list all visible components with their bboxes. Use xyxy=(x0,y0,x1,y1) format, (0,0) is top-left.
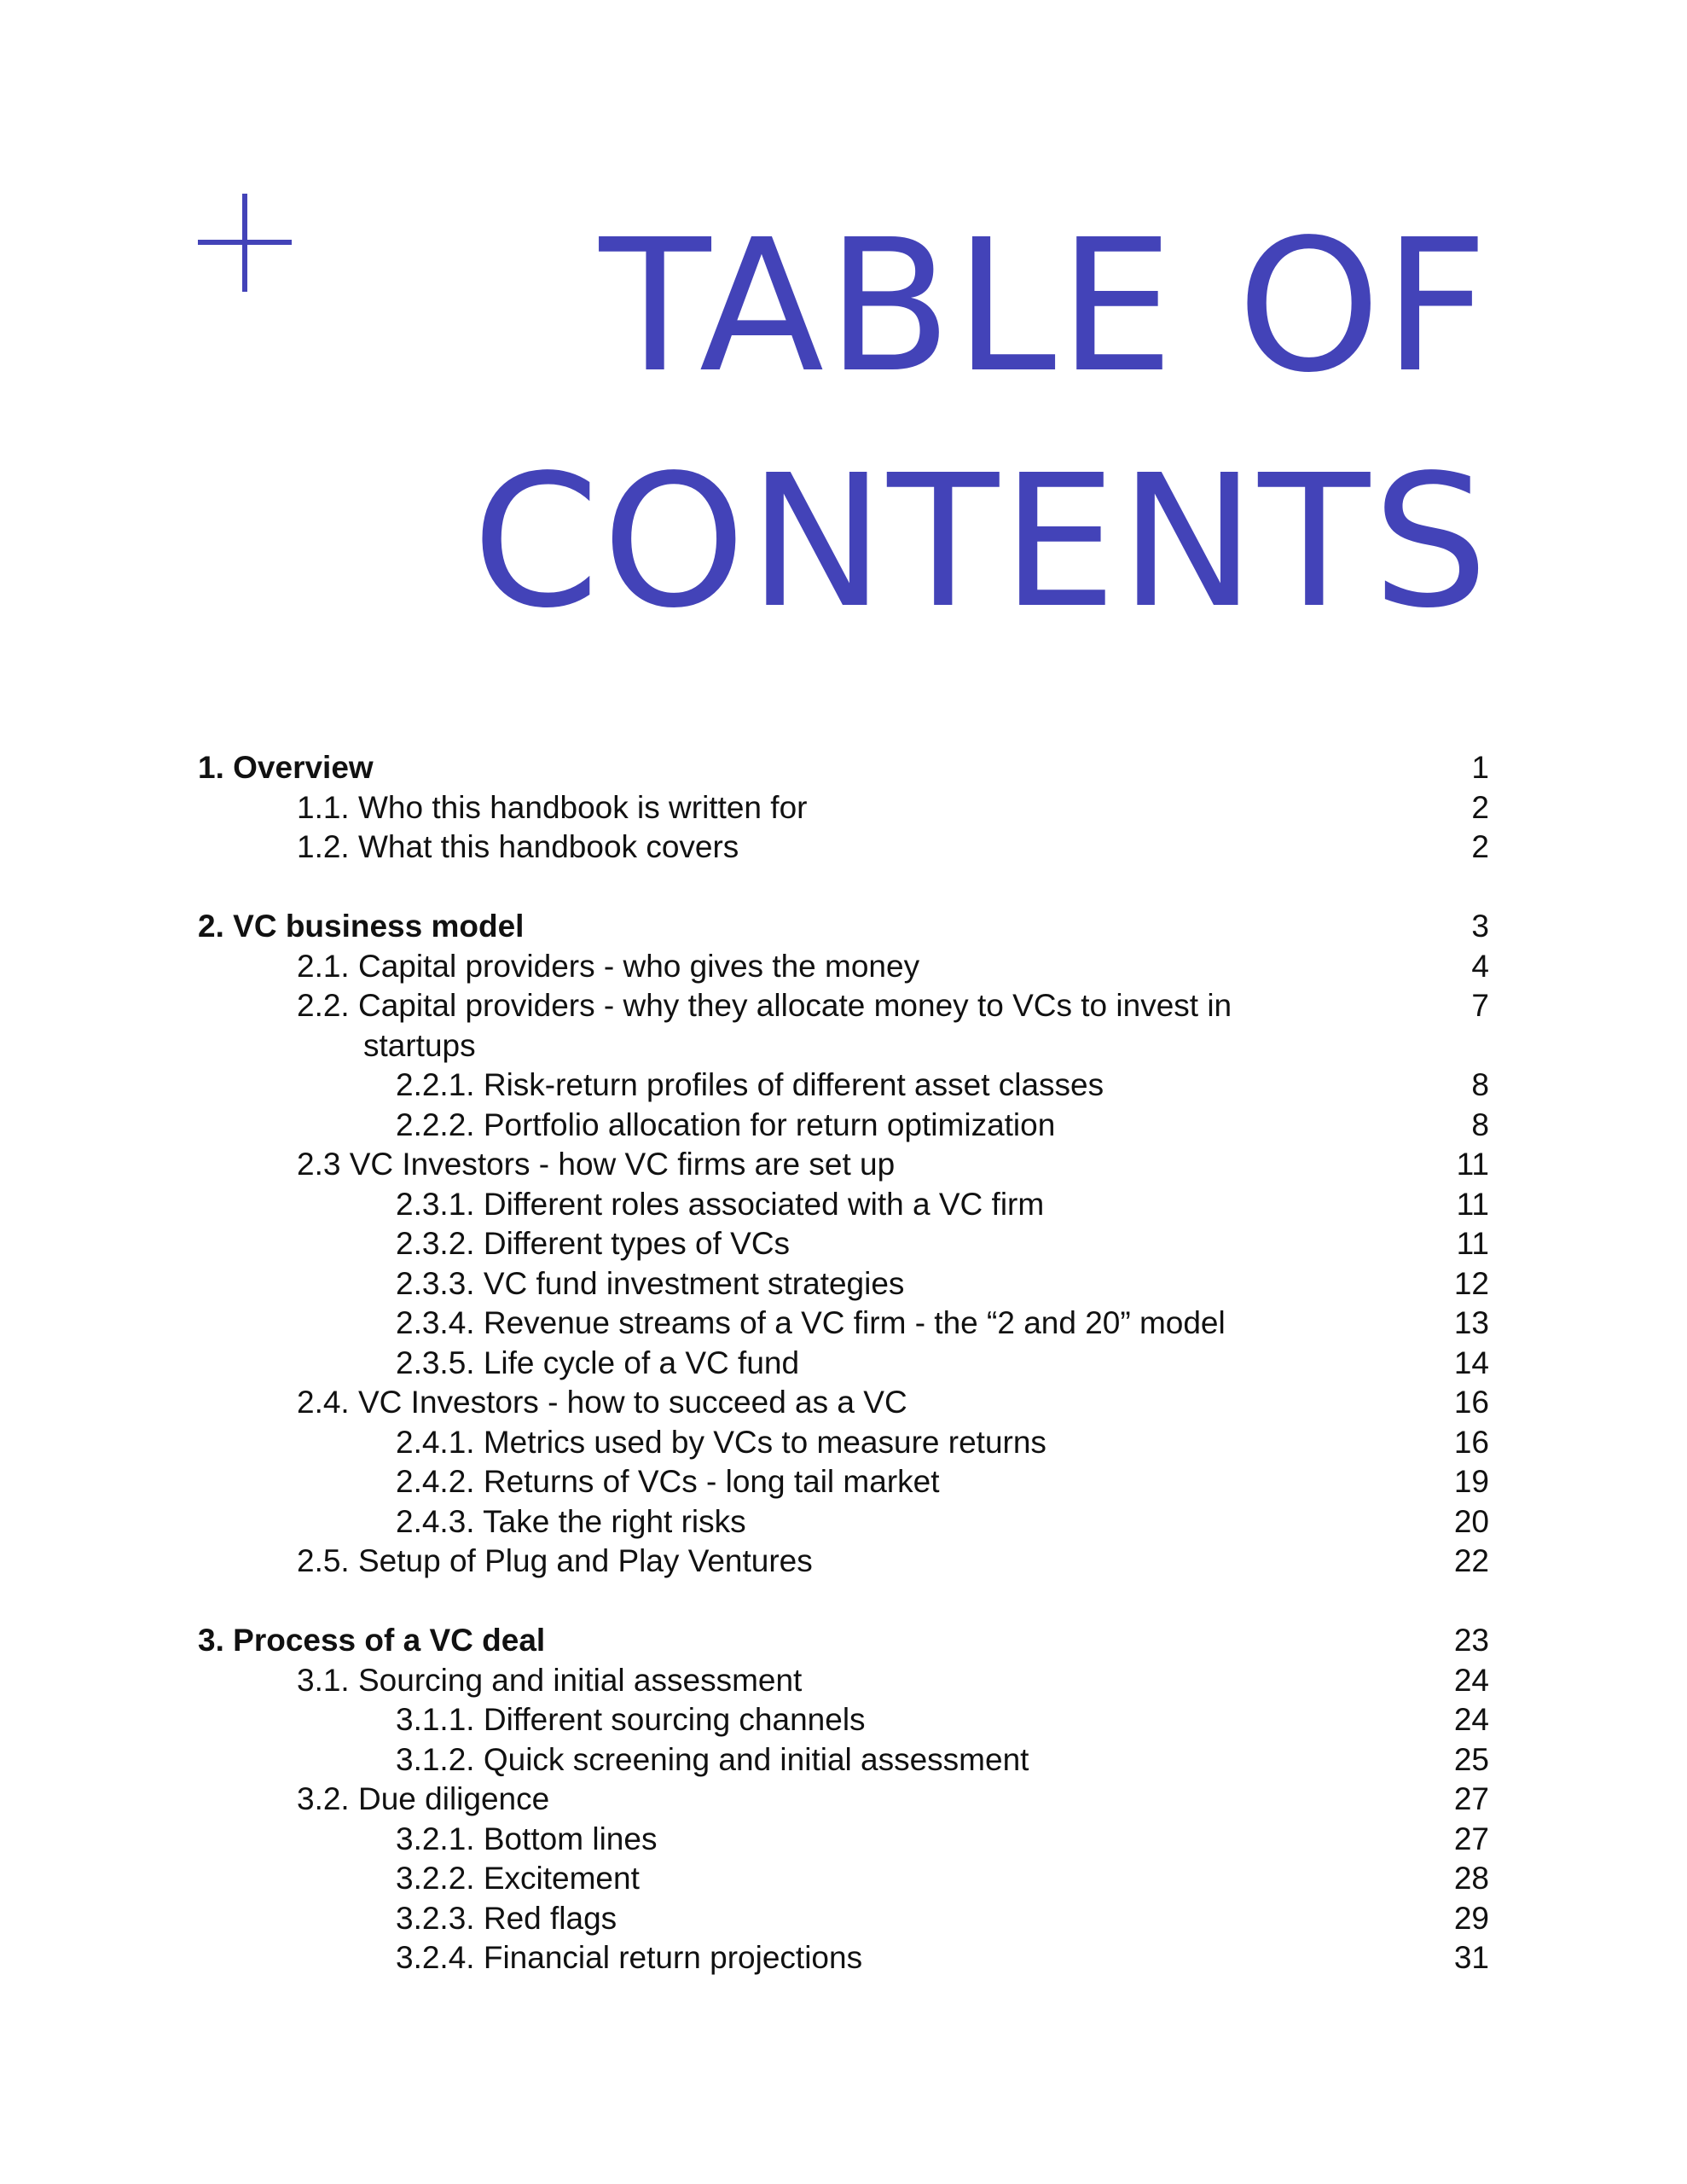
toc-entry-label: 2.4.3. Take the right risks xyxy=(396,1503,746,1539)
toc-entry-page: 31 xyxy=(1453,1940,1489,1975)
toc-entry-label xyxy=(198,986,1395,1066)
toc-entry-2-3-5[interactable] xyxy=(198,1344,1489,1384)
toc-entry-2-3-1[interactable] xyxy=(198,1185,1489,1225)
toc-section-3 xyxy=(198,1621,1489,1978)
toc-entry-page: 12 xyxy=(1453,1265,1489,1301)
toc-entry-page: 14 xyxy=(1453,1345,1489,1380)
toc-entry-3-2-4[interactable] xyxy=(198,1938,1489,1978)
toc-entry-label: 2.2.2. Portfolio allocation for return optimization xyxy=(396,1107,1056,1142)
toc-entry-label: 2.5. Setup of Plug and Play Ventures xyxy=(297,1543,813,1578)
toc-entry-2-4[interactable] xyxy=(198,1383,1489,1423)
toc-entry-1[interactable] xyxy=(198,748,1489,788)
toc-section-2 xyxy=(198,907,1489,1582)
page-title-line-1: TABLE OF xyxy=(599,200,1491,413)
toc-entry-3-2-2[interactable] xyxy=(198,1859,1489,1899)
toc-entry-label: 2.3 VC Investors - how VC firms are set up xyxy=(297,1147,896,1182)
toc-entry-2-5[interactable] xyxy=(198,1542,1489,1582)
toc-entry-2-1[interactable] xyxy=(198,947,1489,987)
toc-entry-3-2[interactable] xyxy=(198,1780,1489,1820)
toc-entry-2-4-2[interactable] xyxy=(198,1462,1489,1502)
toc-entry-label: 2. VC business model xyxy=(198,909,525,944)
toc-entry-page: 16 xyxy=(1453,1385,1489,1420)
toc-entry-label-line-1: 2.2. Capital providers - why they allocate money to VCs to invest in xyxy=(297,988,1232,1023)
toc-entry-page: 27 xyxy=(1453,1781,1489,1816)
toc-entry-3-1-1[interactable] xyxy=(198,1700,1489,1740)
toc-entry-page: 11 xyxy=(1456,1147,1489,1182)
toc-entry-label: 3.1.1. Different sourcing channels xyxy=(396,1702,866,1737)
toc-entry-page: 2 xyxy=(1471,789,1489,825)
toc-entry-2-4-3[interactable] xyxy=(198,1502,1489,1542)
page-title-line-2: CONTENTS xyxy=(472,436,1491,648)
toc-entry-page: 1 xyxy=(1471,750,1489,785)
toc-entry-page: 25 xyxy=(1453,1741,1489,1777)
table-of-contents xyxy=(198,748,1489,2018)
toc-entry-page: 11 xyxy=(1456,1226,1489,1261)
toc-entry-2-3-2[interactable] xyxy=(198,1224,1489,1264)
toc-entry-label: 3.1. Sourcing and initial assessment xyxy=(297,1662,803,1698)
toc-entry-label: 3.2.1. Bottom lines xyxy=(396,1821,658,1856)
toc-entry-2-3[interactable] xyxy=(198,1145,1489,1185)
toc-entry-page: 2 xyxy=(1471,829,1489,864)
toc-entry-page: 8 xyxy=(1471,1107,1489,1142)
toc-entry-2-2[interactable] xyxy=(198,986,1489,1066)
toc-entry-page: 3 xyxy=(1471,909,1489,944)
toc-entry-label: 2.4.1. Metrics used by VCs to measure returns xyxy=(396,1424,1046,1460)
toc-entry-page: 11 xyxy=(1456,1186,1489,1222)
toc-entry-2-2-2[interactable] xyxy=(198,1106,1489,1146)
toc-entry-label: 3.2.3. Red flags xyxy=(396,1900,617,1936)
toc-entry-label: 1.2. What this handbook covers xyxy=(297,829,739,864)
toc-entry-2-3-4[interactable] xyxy=(198,1304,1489,1344)
toc-entry-3[interactable] xyxy=(198,1621,1489,1661)
toc-entry-page: 19 xyxy=(1453,1464,1489,1499)
toc-entry-3-2-1[interactable] xyxy=(198,1820,1489,1860)
toc-entry-label-line-2: startups xyxy=(363,1027,476,1063)
toc-entry-page: 23 xyxy=(1453,1623,1489,1658)
toc-section-1 xyxy=(198,748,1489,868)
toc-entry-page: 13 xyxy=(1453,1305,1489,1340)
toc-entry-3-1-2[interactable] xyxy=(198,1740,1489,1780)
toc-entry-label: 3.2.4. Financial return projections xyxy=(396,1940,863,1975)
toc-entry-label: 2.1. Capital providers - who gives the money xyxy=(297,948,920,984)
toc-entry-page: 7 xyxy=(1471,988,1489,1023)
toc-entry-page: 16 xyxy=(1453,1424,1489,1460)
toc-entry-page: 27 xyxy=(1453,1821,1489,1856)
toc-entry-label: 2.3.1. Different roles associated with a VC firm xyxy=(396,1186,1045,1222)
toc-entry-label: 2.4. VC Investors - how to succeed as a VC xyxy=(297,1385,907,1420)
toc-entry-label: 3.1.2. Quick screening and initial assessment xyxy=(396,1741,1029,1777)
toc-entry-page: 24 xyxy=(1453,1702,1489,1737)
toc-entry-page: 29 xyxy=(1453,1900,1489,1936)
toc-entry-3-2-3[interactable] xyxy=(198,1899,1489,1939)
plus-icon xyxy=(198,194,292,292)
toc-entry-label: 2.3.4. Revenue streams of a VC firm - the “2 and 20” model xyxy=(396,1305,1226,1340)
toc-entry-3-1[interactable] xyxy=(198,1661,1489,1701)
toc-entry-page: 20 xyxy=(1453,1503,1489,1539)
toc-entry-label: 2.3.5. Life cycle of a VC fund xyxy=(396,1345,800,1380)
toc-entry-2-2-1[interactable] xyxy=(198,1066,1489,1106)
toc-entry-label: 1. Overview xyxy=(198,750,374,785)
toc-entry-label: 3. Process of a VC deal xyxy=(198,1623,546,1658)
toc-entry-label: 2.2.1. Risk-return profiles of different asset classes xyxy=(396,1067,1104,1102)
toc-entry-2-3-3[interactable] xyxy=(198,1264,1489,1304)
toc-entry-label: 3.2.2. Excitement xyxy=(396,1861,640,1896)
toc-entry-label: 2.3.3. VC fund investment strategies xyxy=(396,1265,905,1301)
toc-entry-1-2[interactable] xyxy=(198,828,1489,868)
toc-entry-label: 1.1. Who this handbook is written for xyxy=(297,789,808,825)
toc-entry-2-4-1[interactable] xyxy=(198,1423,1489,1463)
toc-entry-page: 28 xyxy=(1453,1861,1489,1896)
toc-entry-page: 8 xyxy=(1471,1067,1489,1102)
toc-entry-1-1[interactable] xyxy=(198,788,1489,828)
toc-entry-label: 2.4.2. Returns of VCs - long tail market xyxy=(396,1464,940,1499)
toc-entry-page: 22 xyxy=(1453,1543,1489,1578)
page-title xyxy=(472,189,1491,660)
toc-entry-page: 4 xyxy=(1471,948,1489,984)
toc-entry-page: 24 xyxy=(1453,1662,1489,1698)
toc-entry-2[interactable] xyxy=(198,907,1489,947)
toc-entry-label: 3.2. Due diligence xyxy=(297,1781,550,1816)
toc-entry-label: 2.3.2. Different types of VCs xyxy=(396,1226,791,1261)
